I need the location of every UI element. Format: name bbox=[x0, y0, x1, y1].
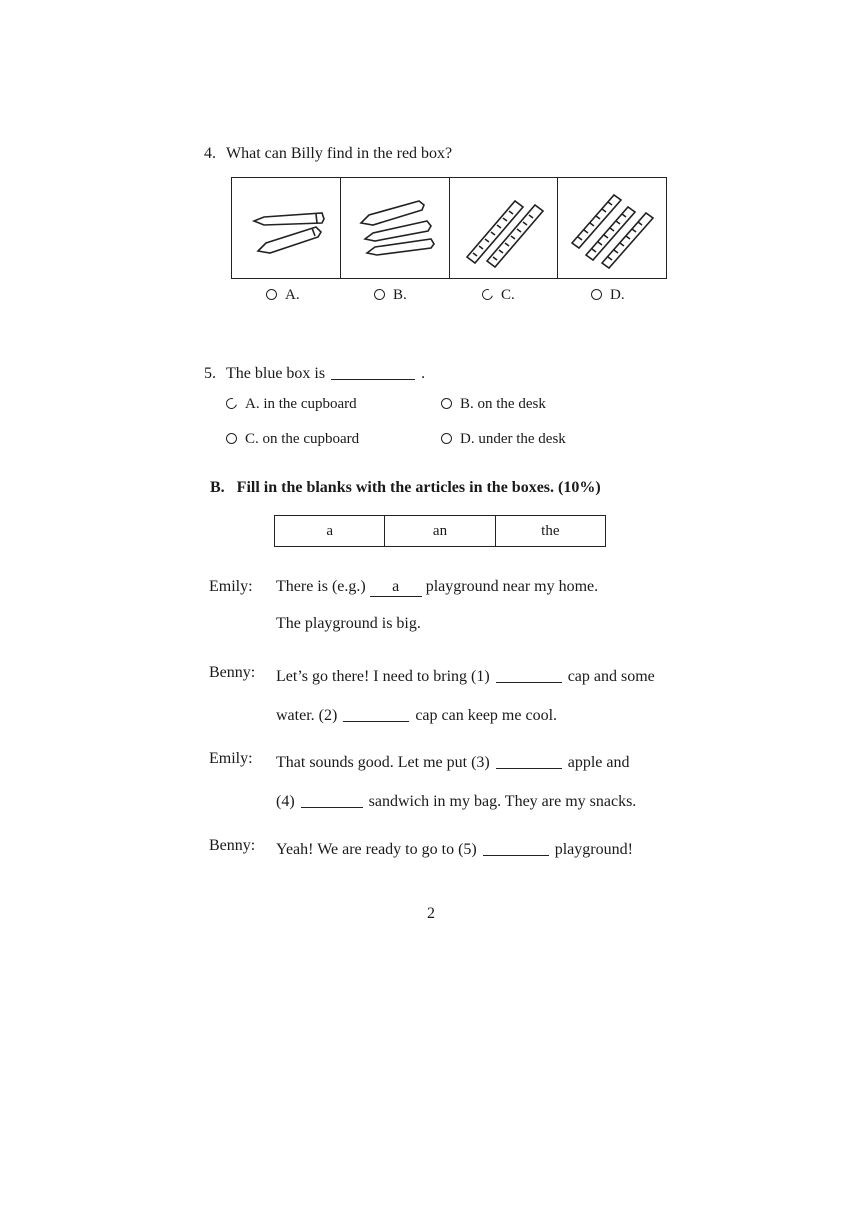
question-4 bbox=[204, 145, 452, 163]
question-number: 5. bbox=[204, 365, 216, 382]
option-label: A. bbox=[285, 287, 300, 303]
picture-options-table bbox=[231, 177, 667, 279]
question-end: . bbox=[421, 365, 426, 382]
radio-circle-icon[interactable] bbox=[591, 289, 602, 300]
option-label: D. under the desk bbox=[460, 431, 566, 447]
line-text: water. (2) bbox=[276, 707, 338, 724]
line-text: There is (e.g.) bbox=[276, 578, 366, 595]
word-cell: the bbox=[541, 522, 560, 539]
line-text: Let’s go there! I need to bring (1) bbox=[276, 668, 490, 685]
question-text: What can Billy find in the red box? bbox=[226, 145, 453, 162]
line-text: sandwich in my bag. They are my snacks. bbox=[368, 793, 637, 810]
line-text: (4) bbox=[276, 793, 295, 810]
picture-b bbox=[341, 178, 450, 278]
dialogue-line: The playground is big. bbox=[276, 615, 421, 632]
two-rulers-icon bbox=[453, 183, 553, 273]
example-answer: a bbox=[370, 578, 422, 597]
speaker-name: Benny: bbox=[209, 837, 256, 854]
option-label: C. on the cupboard bbox=[245, 431, 360, 447]
answer-blank-3[interactable] bbox=[496, 752, 562, 769]
line-text: That sounds good. Let me put (3) bbox=[276, 754, 490, 771]
question-5 bbox=[204, 361, 425, 383]
radio-circle-icon[interactable] bbox=[441, 398, 452, 409]
radio-circle-icon[interactable] bbox=[374, 289, 385, 300]
radio-circle-icon[interactable] bbox=[441, 433, 452, 444]
speaker-name: Emily: bbox=[209, 578, 253, 595]
line-text: cap and some bbox=[567, 668, 655, 685]
option-c[interactable] bbox=[482, 287, 515, 304]
answer-blank-1[interactable] bbox=[496, 666, 562, 683]
speaker-name: Benny: bbox=[209, 664, 256, 681]
dialogue-line bbox=[276, 703, 557, 725]
three-rulers-icon bbox=[562, 183, 662, 273]
picture-a bbox=[232, 178, 341, 278]
dialogue-line bbox=[276, 837, 633, 859]
line-text: playground near my home. bbox=[425, 578, 599, 595]
picture-d bbox=[558, 178, 666, 278]
option-label: C. bbox=[501, 287, 515, 303]
speaker-name: Emily: bbox=[209, 750, 253, 767]
answer-blank-5[interactable] bbox=[483, 839, 549, 856]
question-text: The blue box is bbox=[226, 365, 326, 382]
option-d[interactable] bbox=[591, 287, 625, 304]
line-text: playground! bbox=[554, 841, 633, 858]
three-pencils-icon bbox=[345, 183, 445, 273]
two-pencils-icon bbox=[236, 183, 336, 273]
option-a[interactable] bbox=[266, 287, 300, 304]
answer-blank-2[interactable] bbox=[343, 705, 409, 722]
dialogue-line bbox=[276, 789, 636, 811]
radio-circle-icon[interactable] bbox=[480, 287, 495, 302]
option-label: A. in the cupboard bbox=[245, 396, 357, 412]
word-cell: a bbox=[275, 516, 385, 546]
option-b[interactable] bbox=[374, 287, 407, 304]
section-b-heading: B. Fill in the blanks with the articles in the boxes. (10%) bbox=[210, 479, 601, 496]
option-label: B. bbox=[393, 287, 407, 303]
word-cell: an bbox=[385, 516, 495, 546]
radio-circle-icon[interactable] bbox=[266, 289, 277, 300]
line-text: apple and bbox=[567, 754, 630, 771]
picture-c bbox=[450, 178, 559, 278]
option-label: D. bbox=[610, 287, 625, 303]
page-number: 2 bbox=[427, 905, 435, 922]
option-b[interactable] bbox=[441, 396, 546, 413]
answer-blank-4[interactable] bbox=[301, 791, 363, 808]
line-text: Yeah! We are ready to go to (5) bbox=[276, 841, 477, 858]
option-d[interactable] bbox=[441, 431, 566, 448]
word-box bbox=[274, 515, 606, 547]
dialogue-line bbox=[276, 664, 655, 686]
dialogue-line bbox=[276, 750, 630, 772]
radio-circle-icon[interactable] bbox=[224, 396, 239, 411]
option-a[interactable] bbox=[226, 396, 357, 413]
option-c[interactable] bbox=[226, 431, 359, 448]
option-label: B. on the desk bbox=[460, 396, 546, 412]
line-text: cap can keep me cool. bbox=[415, 707, 558, 724]
question-number: 4. bbox=[204, 145, 216, 162]
answer-blank[interactable] bbox=[331, 363, 415, 380]
dialogue-line bbox=[276, 578, 598, 597]
radio-circle-icon[interactable] bbox=[226, 433, 237, 444]
